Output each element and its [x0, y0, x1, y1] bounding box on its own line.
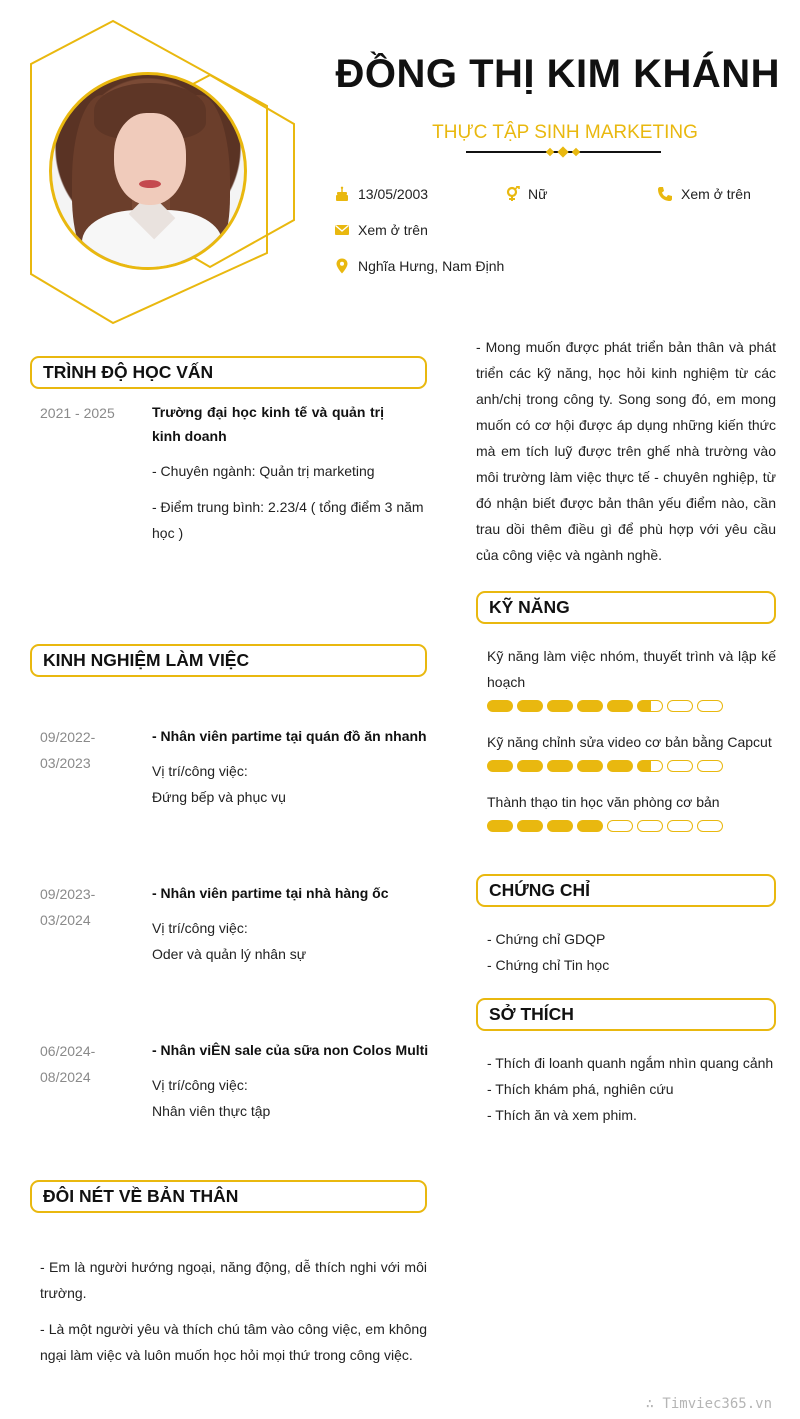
info-address [334, 258, 504, 274]
education-gpa-line2: học ) [152, 525, 184, 541]
skill-level-segment [577, 760, 603, 772]
skill-level-segment [667, 760, 693, 772]
objective-line: đó nhận biết được bản thân yếu điểm nào, cần [476, 495, 776, 511]
skill-level-segment [697, 820, 723, 832]
phone-icon [657, 186, 673, 202]
about-p2-line2: ngại làm việc và luôn muốn học hỏi mọi thứ trong công việc. [40, 1347, 413, 1363]
exp-title: - Nhân viÊN sale của sữa non Colos Multi [152, 1042, 429, 1058]
objective-line: mà em tích luỹ được trên ghế nhà trường vào [476, 443, 776, 459]
certificates-heading: CHỨNG CHỈ [476, 874, 776, 907]
education-major: - Chuyên ngành: Quản trị marketing [152, 463, 375, 479]
skill-name: Kỹ năng chỉnh sửa video cơ bản bằng Capcut [487, 734, 772, 750]
exp-role: Oder và quản lý nhân sự [152, 946, 307, 962]
exp-end: 08/2024 [40, 1069, 91, 1085]
gender-text: Nữ [528, 186, 548, 202]
divider-dot [572, 148, 580, 156]
about-p1-line1: - Em là người hướng ngoại, năng động, dễ thích nghi với môi [40, 1259, 427, 1275]
info-gender [505, 186, 547, 202]
hobby-item: - Thích ăn và xem phim. [487, 1107, 637, 1123]
exp-role-label: Vị trí/công việc: [152, 920, 248, 936]
divider-dot [546, 148, 554, 156]
info-birthday [334, 186, 428, 202]
skills-heading: KỸ NĂNG [476, 591, 776, 624]
skill-level-segment [697, 760, 723, 772]
objective-line: muốn có cơ hội được áp dụng những kiến thức [476, 417, 776, 433]
info-email [334, 222, 428, 238]
avatar-photo [49, 72, 247, 270]
skill-level-segment [487, 700, 513, 712]
gender-icon [505, 186, 521, 202]
skill-level-segment [637, 700, 663, 712]
experience-heading: KINH NGHIỆM LÀM VIỆC [30, 644, 427, 677]
hobby-item: - Thích khám phá, nghiên cứu [487, 1081, 674, 1097]
about-p1-line2: trường. [40, 1285, 87, 1301]
exp-role-label: Vị trí/công việc: [152, 1077, 248, 1093]
exp-start: 06/2024- [40, 1043, 96, 1059]
address-text: Nghĩa Hưng, Nam Định [358, 258, 505, 274]
skill-level-segment [547, 820, 573, 832]
divider-dot [557, 146, 568, 157]
education-period: 2021 - 2025 [40, 405, 115, 421]
skill-level-segment [547, 700, 573, 712]
skill-level-segment [637, 820, 663, 832]
skill-level-segment [607, 700, 633, 712]
exp-end: 03/2023 [40, 755, 91, 771]
info-phone [657, 186, 751, 202]
exp-role: Đứng bếp và phục vụ [152, 789, 286, 805]
location-pin-icon [334, 258, 350, 274]
birthday-cake-icon [334, 186, 350, 202]
objective-line: triển các kỹ năng, học hỏi kinh nghiệm từ các [476, 365, 776, 381]
skill-level-segment [667, 700, 693, 712]
hobbies-heading: SỞ THÍCH [476, 998, 776, 1031]
skill-level-segment [577, 820, 603, 832]
skill-level-segment [547, 760, 573, 772]
skill-level-segment [517, 700, 543, 712]
certificate-item: - Chứng chỉ GDQP [487, 931, 606, 947]
skill-level-bar [487, 820, 723, 832]
candidate-name: ĐỒNG THỊ KIM KHÁNH [335, 52, 780, 96]
education-heading: TRÌNH ĐỘ HỌC VẤN [30, 356, 427, 389]
objective-line: - Mong muốn được phát triển bản thân và phát [476, 339, 776, 355]
skill-level-segment [517, 820, 543, 832]
skill-level-bar [487, 700, 723, 712]
exp-start: 09/2023- [40, 886, 96, 902]
about-p2-line1: - Là một người yêu và thích chú tâm vào công việc, em không [40, 1321, 427, 1337]
skill-level-segment [577, 700, 603, 712]
exp-role: Nhân viên thực tập [152, 1103, 271, 1119]
skill-level-bar [487, 760, 723, 772]
exp-role-label: Vị trí/công việc: [152, 763, 248, 779]
email-text: Xem ở trên [358, 222, 428, 238]
education-school-line1: Trường đại học kinh tế và quản trị [152, 404, 384, 420]
education-gpa-line1: - Điểm trung bình: 2.23/4 ( tổng điểm 3 năm [152, 499, 424, 515]
phone-text: Xem ở trên [681, 186, 751, 202]
exp-title: - Nhân viên partime tại nhà hàng ốc [152, 885, 389, 901]
exp-title: - Nhân viên partime tại quán đồ ăn nhanh [152, 728, 427, 744]
watermark: ∴ Timviec365.vn [645, 1396, 772, 1412]
email-icon [334, 222, 350, 238]
skill-level-segment [487, 760, 513, 772]
skill-level-segment [607, 820, 633, 832]
skill-level-segment [487, 820, 513, 832]
skill-level-segment [697, 700, 723, 712]
skill-level-segment [637, 760, 663, 772]
objective-line: của công việc và ngành nghề. [476, 547, 663, 563]
skill-level-segment [517, 760, 543, 772]
job-title: THỰC TẬP SINH MARKETING [432, 122, 698, 143]
skill-name: Kỹ năng làm việc nhóm, thuyết trình và lập kế [487, 648, 776, 664]
birthday-text: 13/05/2003 [358, 186, 429, 202]
hobby-item: - Thích đi loanh quanh ngắm nhìn quang cảnh [487, 1055, 774, 1071]
certificate-item: - Chứng chỉ Tin học [487, 957, 610, 973]
objective-line: trau dồi thêm điều gì để phù hợp với yêu cầu [476, 521, 776, 537]
skill-name-cont: hoạch [487, 674, 526, 690]
about-heading: ĐÔI NÉT VỀ BẢN THÂN [30, 1180, 427, 1213]
skill-level-segment [607, 760, 633, 772]
watermark-text: Timviec365.vn [662, 1396, 772, 1412]
education-school-line2: kinh doanh [152, 428, 227, 444]
exp-end: 03/2024 [40, 912, 91, 928]
skill-name: Thành thạo tin học văn phòng cơ bản [487, 794, 720, 810]
objective-line: anh/chị trong công ty. Song song đó, em mong [476, 391, 776, 407]
objective-line: môi trường làm việc thực tế - chuyên nghiệp, từ [476, 469, 776, 485]
skill-level-segment [667, 820, 693, 832]
exp-start: 09/2022- [40, 729, 96, 745]
